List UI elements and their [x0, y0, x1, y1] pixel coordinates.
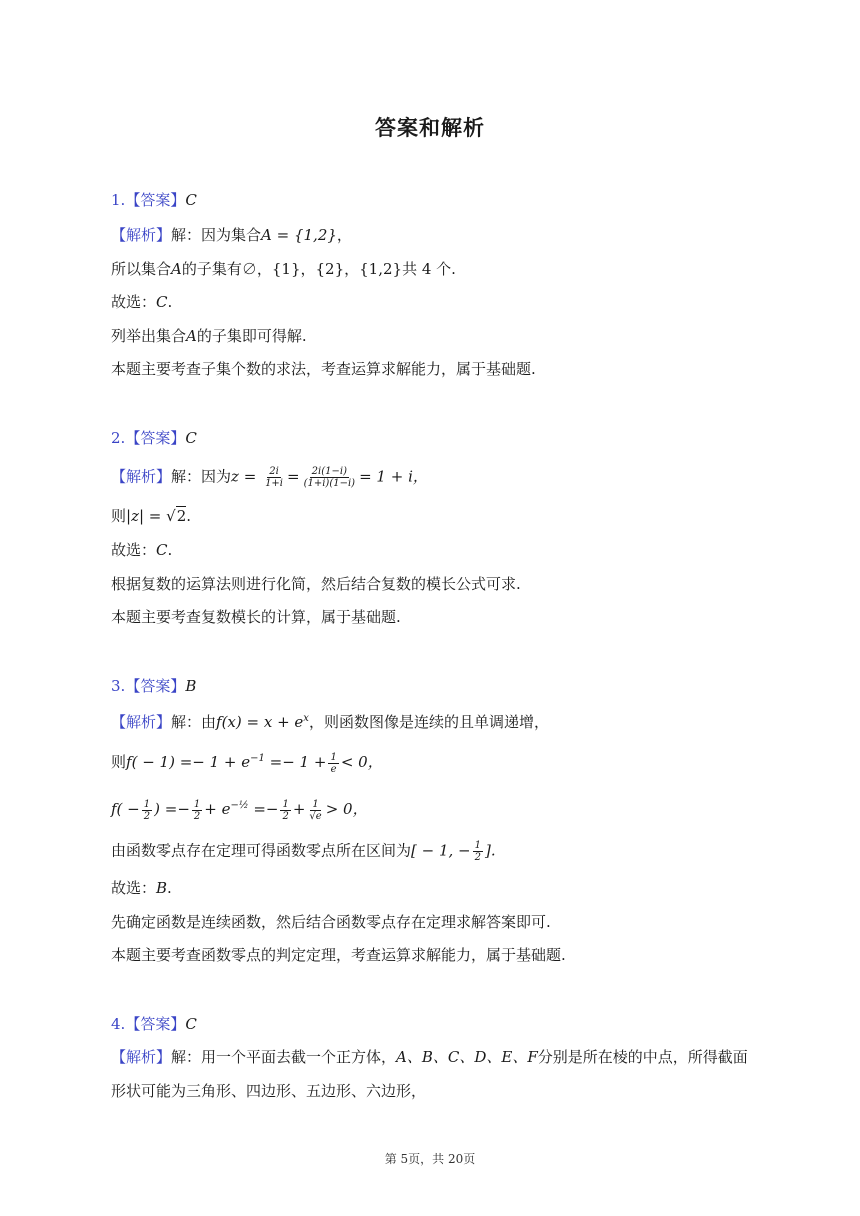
- q3-frac-den: 2: [474, 852, 481, 863]
- q3-math: + e: [204, 800, 231, 818]
- q4-text: 解：用一个平面去截一个正方体，: [171, 1048, 397, 1066]
- q3-frac-den: √e: [309, 810, 322, 822]
- q1-answer: C: [185, 191, 197, 209]
- q4-number: 4.: [111, 1015, 126, 1033]
- q3-interval: [ − 1, −: [411, 841, 471, 860]
- q2-z-eq: z =: [231, 467, 257, 486]
- q3-fraction: [473, 840, 483, 863]
- q3-frac-num: 1: [474, 840, 481, 851]
- page-footer: 第 5页，共 20页: [384, 1152, 476, 1166]
- q2-answer: C: [185, 429, 197, 447]
- q4-analysis-line-2: 形状可能为三角形、四边形、五边形、六边形，: [111, 1082, 427, 1100]
- q1-text: 所以集合: [111, 260, 172, 278]
- q3-frac-num: 1: [193, 798, 201, 810]
- q3-frac-num: 1: [143, 798, 151, 810]
- q3-f-neg1: f( − 1) =− 1 + e: [126, 753, 251, 771]
- q3-math: =−: [248, 800, 279, 818]
- q3-fraction: [192, 799, 202, 822]
- q3-exponent: −½: [230, 800, 249, 811]
- q3-choice-text: 故选：: [111, 879, 157, 897]
- q2-answer-line: [111, 428, 197, 448]
- q2-text: 则: [111, 507, 127, 525]
- q3-answer-line: [111, 676, 196, 696]
- q2-modulus: |z| =: [126, 507, 167, 525]
- q3-text: 解：由: [171, 713, 217, 731]
- q3-text: 由函数零点存在定理可得函数零点所在区间为: [111, 841, 412, 860]
- q3-math: +: [292, 800, 306, 818]
- q3-text: 则: [111, 753, 127, 771]
- q1-analysis-line-5: 本题主要考查子集个数的求法，考查运算求解能力，属于基础题.: [111, 360, 536, 378]
- q3-math: f( −: [111, 800, 140, 818]
- q3-analysis-line-4: [111, 840, 496, 863]
- q4-answer-line: [111, 1014, 197, 1034]
- q2-punct: .: [186, 507, 192, 525]
- q4-answer: C: [185, 1015, 197, 1033]
- q2-answer-tag: 【答案】: [125, 429, 186, 447]
- q1-answer-tag: 【答案】: [125, 191, 186, 209]
- q2-analysis-tag: 【解析】: [111, 467, 172, 486]
- q3-inequality: > 0，: [325, 800, 368, 818]
- q2-frac2-den: (1+i)(1−i): [303, 478, 356, 489]
- q2-analysis-line-1: 【解析】解：因为z = $\frac{2i}{1+i}$ = $\frac{2i(1-i)}{(1+i)(1-i)}$ = 1 + i，: [111, 466, 428, 489]
- q3-fraction: [280, 799, 290, 822]
- q3-frac-num: 1: [282, 798, 289, 810]
- q3-interval-end: ].: [485, 841, 496, 860]
- q2-choice-text: 故选：: [111, 541, 157, 559]
- q1-text: 解：因为集合: [171, 226, 262, 244]
- q1-var: A: [171, 260, 182, 278]
- q3-math: ) =−: [154, 800, 190, 818]
- q1-answer-line: [111, 190, 197, 210]
- q3-frac-den: e: [330, 763, 337, 775]
- q1-text: 的子集有: [181, 260, 242, 278]
- q4-points: A、B、C、D、E、F: [396, 1048, 538, 1066]
- q1-analysis-line-4: [111, 326, 307, 346]
- q3-choice: B: [156, 879, 168, 897]
- q2-result: = 1 + i，: [359, 467, 428, 486]
- q1-analysis-tag: 【解析】: [111, 226, 172, 244]
- q3-analysis-line-1: [111, 709, 549, 732]
- q2-sqrt-value: 2: [176, 507, 187, 525]
- q2-choice: C: [156, 541, 168, 559]
- q3-function: f(x) = x + e: [216, 713, 304, 731]
- q2-frac1-num: 2i: [269, 466, 279, 477]
- q2-frac2-num: 2i(1−i): [311, 466, 347, 477]
- q1-analysis-line-1: [111, 225, 352, 245]
- q3-frac-num: 1: [330, 751, 337, 763]
- q2-analysis-line-2: [111, 506, 191, 526]
- q3-analysis-line-7: 本题主要考查函数零点的判定定理，考查运算求解能力，属于基础题.: [111, 946, 566, 964]
- q4-analysis-line-1: [111, 1047, 748, 1067]
- q2-punct: .: [167, 541, 173, 559]
- q1-punct: .: [167, 293, 173, 311]
- q3-number: 3.: [111, 677, 126, 695]
- q1-analysis-line-3: [111, 292, 172, 312]
- q4-answer-tag: 【答案】: [125, 1015, 186, 1033]
- q1-choice: C: [156, 293, 168, 311]
- q3-answer: B: [185, 677, 197, 695]
- q2-frac1-den: 1+i: [265, 478, 284, 489]
- q2-number: 2.: [111, 429, 126, 447]
- q3-exponent: x: [303, 713, 309, 724]
- q1-number: 1.: [111, 191, 126, 209]
- q3-inequality: < 0，: [340, 753, 383, 771]
- q3-fraction: [142, 799, 152, 822]
- q3-frac-den: 2: [143, 810, 151, 822]
- q2-analysis-line-5: 本题主要考查复数模长的计算，属于基础题.: [111, 608, 401, 626]
- q3-punct: .: [167, 879, 172, 897]
- q3-text: ，则函数图像是连续的且单调递增，: [308, 713, 549, 731]
- q1-var: A: [186, 327, 197, 345]
- q3-fraction: [307, 799, 323, 822]
- q4-analysis-tag: 【解析】: [111, 1048, 172, 1066]
- q3-frac-num: 1: [312, 798, 319, 810]
- q2-analysis-line-3: [111, 540, 172, 560]
- q3-exponent: −1: [250, 753, 265, 764]
- q2-text: 解：因为: [171, 467, 232, 486]
- q3-answer-tag: 【答案】: [125, 677, 186, 695]
- q3-analysis-line-3: [111, 796, 368, 822]
- page-title: 答案和解析: [375, 116, 485, 140]
- q3-analysis-line-2: [111, 749, 383, 775]
- q1-subsets: ∅，{1}，{2}，{1,2}共 4 个.: [241, 260, 456, 278]
- q2-fraction-2: [302, 466, 357, 489]
- q1-math: A = {1,2}: [261, 226, 337, 244]
- q1-choice-text: 故选：: [111, 293, 157, 311]
- sqrt-icon: √: [166, 507, 176, 525]
- q2-fraction-1: [263, 466, 285, 489]
- q1-analysis-line-2: [111, 259, 456, 279]
- q3-analysis-line-5: [111, 878, 172, 898]
- q4-text: 分别是所在棱的中点，所得截面: [537, 1048, 748, 1066]
- q1-text: 列举出集合: [111, 327, 187, 345]
- q3-fraction: [328, 752, 338, 775]
- q3-analysis-line-6: 先确定函数是连续函数，然后结合函数零点存在定理求解答案即可.: [111, 913, 551, 931]
- q1-punct: ，: [336, 226, 352, 244]
- q3-math: =− 1 +: [264, 753, 327, 771]
- q3-frac-den: 2: [193, 810, 201, 822]
- q1-text: 的子集即可得解.: [196, 327, 307, 345]
- q3-frac-den: 2: [282, 810, 289, 822]
- q2-analysis-line-4: 根据复数的运算法则进行化简，然后结合复数的模长公式可求.: [111, 575, 521, 593]
- q3-analysis-tag: 【解析】: [111, 713, 172, 731]
